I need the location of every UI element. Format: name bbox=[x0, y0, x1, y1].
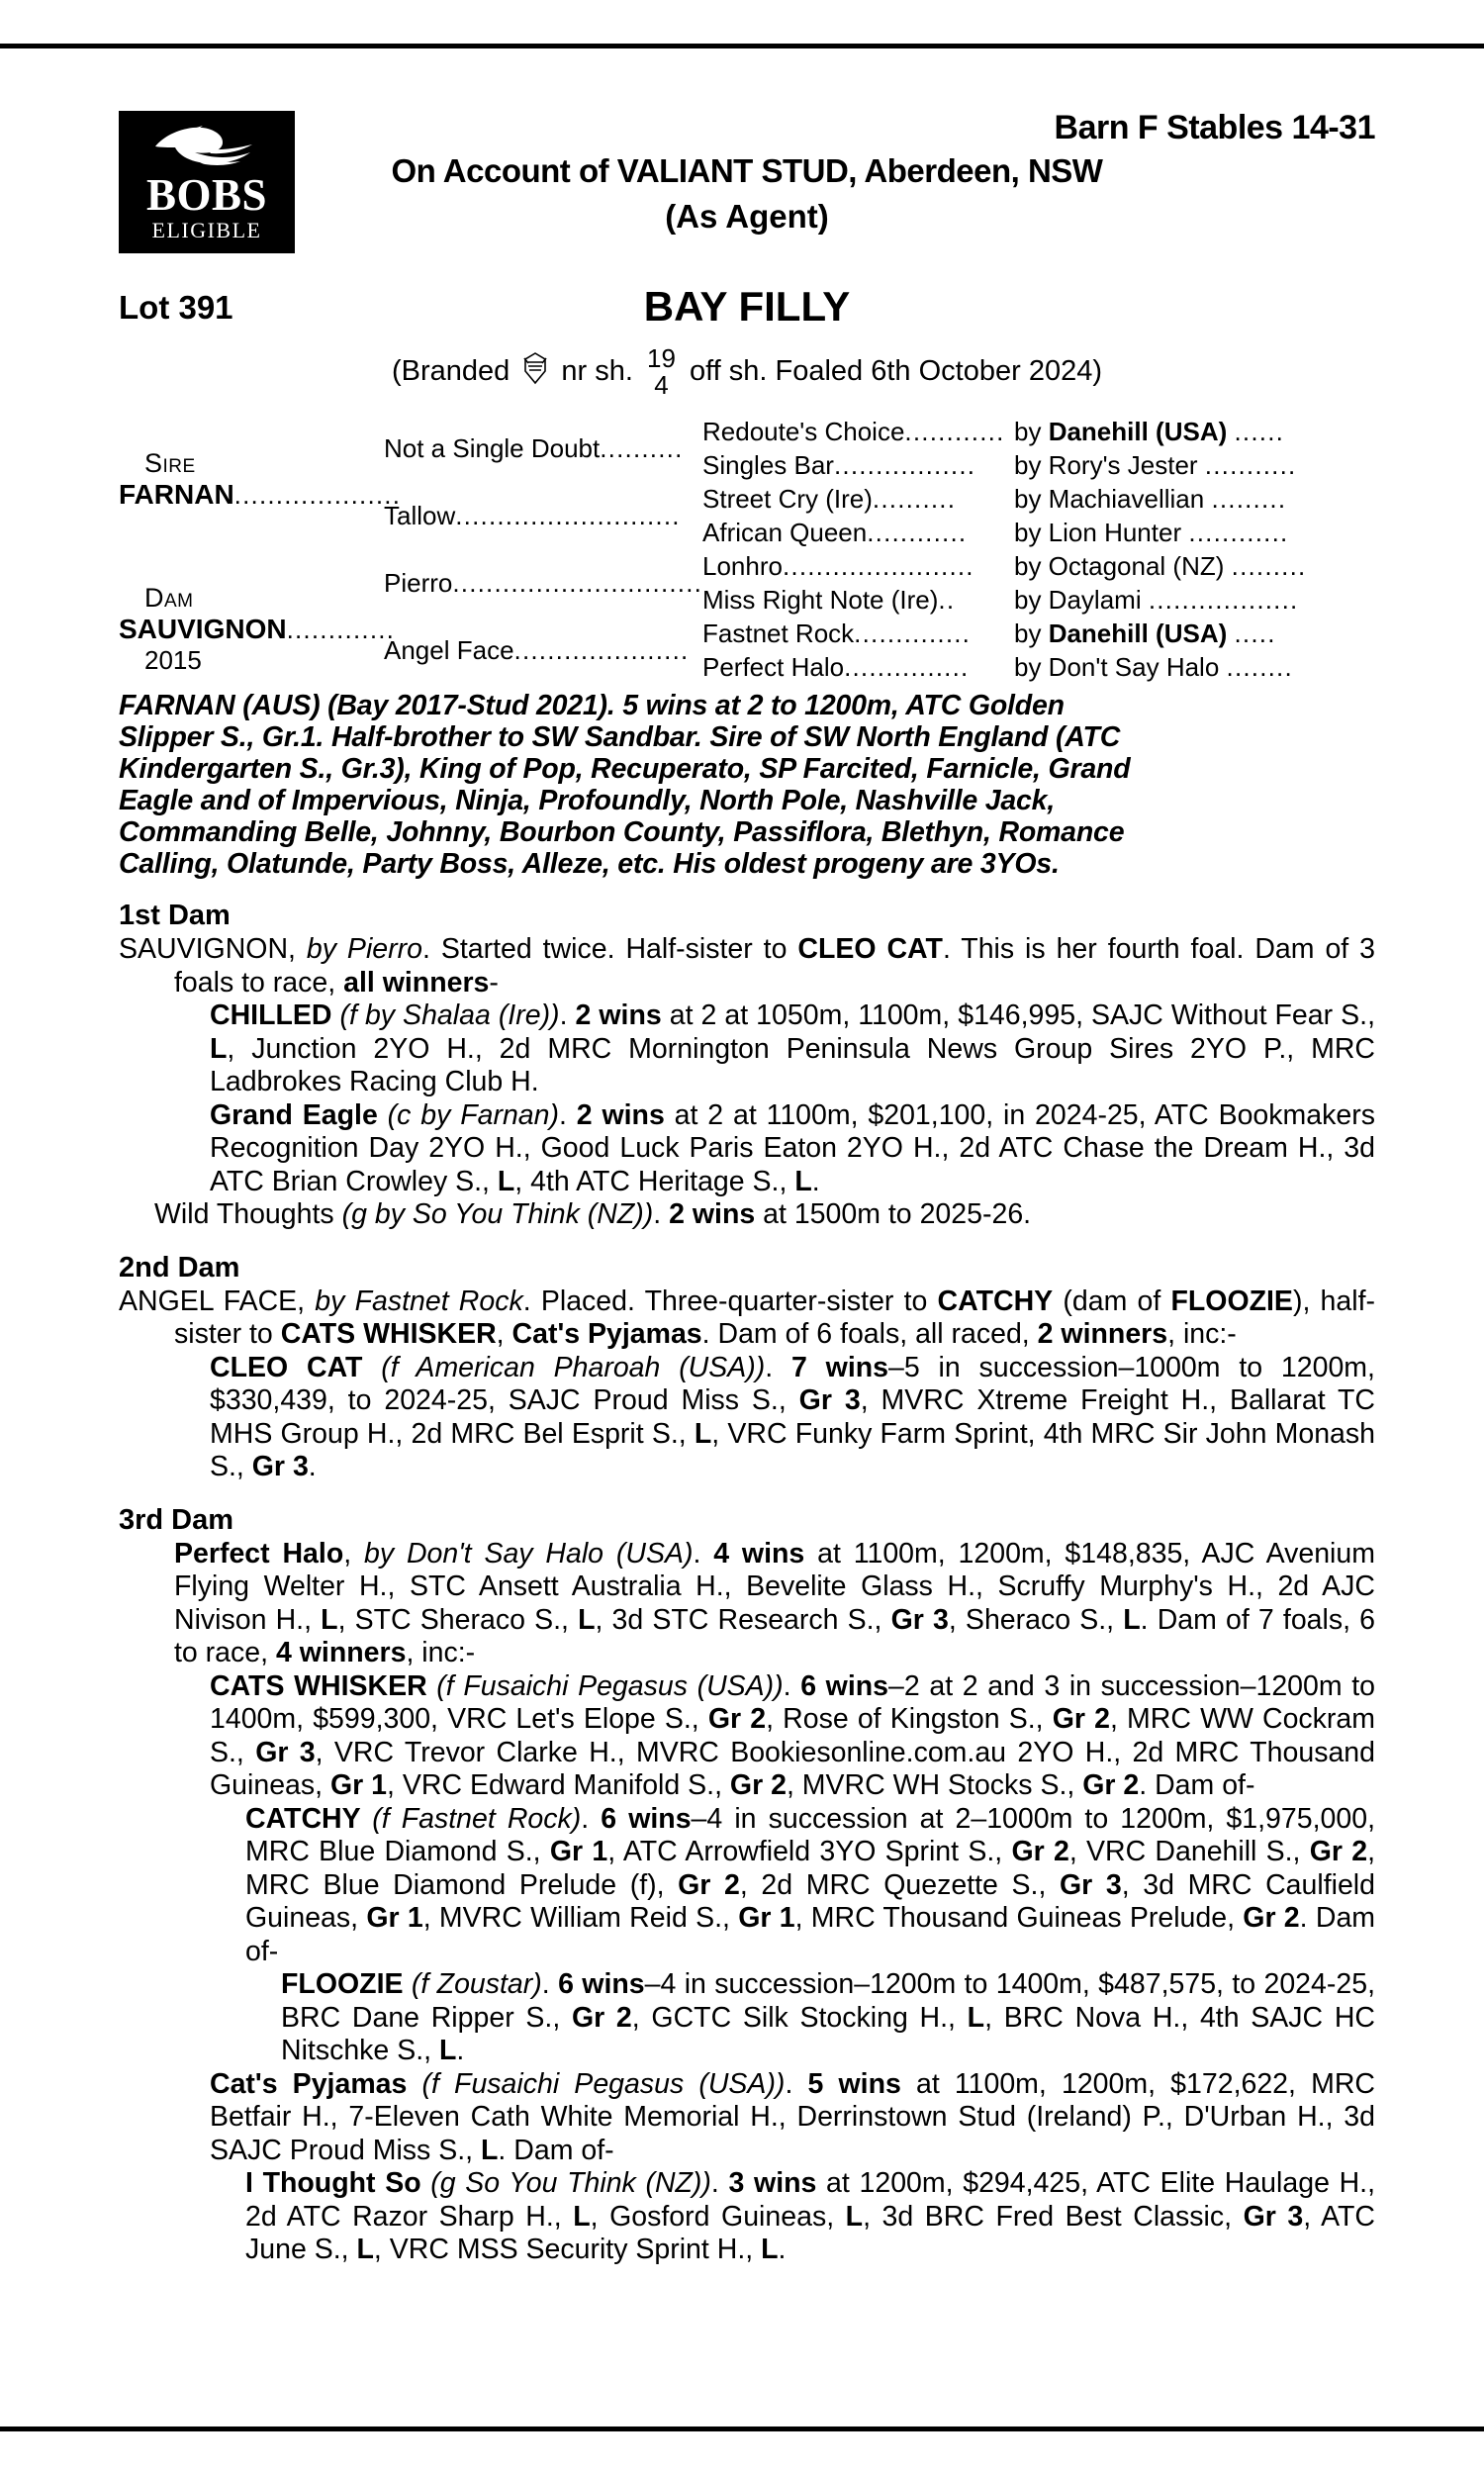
pedigree-gen2-name: Not a Single Doubt.......... bbox=[384, 433, 684, 464]
as-agent-note: (As Agent) bbox=[665, 198, 829, 235]
pedigree-entry: I Thought So (g So You Think (NZ)). 3 wins at 1200m, $294,425, ATC Elite Haulage H., 2d ATC Razor Sharp H., L, Gosford Guineas, L, 3d BRC Fred Best Classic, Gr 3, ATC June S., L, VRC MSS Security Sprint H., L. bbox=[245, 2167, 1375, 2266]
barn-location: Barn F Stables 14-31 bbox=[1054, 109, 1375, 146]
bobs-eligible-label: ELIGIBLE bbox=[151, 218, 262, 242]
pedigree-gen4-name: by Lion Hunter ............ bbox=[1014, 518, 1289, 548]
pedigree-entry: CHILLED (f by Shalaa (Ire)). 2 wins at 2 at 1050m, 1100m, $146,995, SAJC Without Fear S., L, Junction 2YO H., 2d MRC Mornington Peninsula News Group Sires 2YO P., MRC Ladbrokes Racing Club H. bbox=[210, 999, 1375, 1098]
dam-sections bbox=[119, 900, 1375, 2267]
dam-section-heading: 1st Dam bbox=[119, 900, 231, 932]
pedigree-entry: ANGEL FACE, by Fastnet Rock. Placed. Three-quarter-sister to CATCHY (dam of FLOOZIE), half-sister to CATS WHISKER, Cat's Pyjamas. Dam of 6 foals, all raced, 2 winners, inc:- bbox=[119, 1285, 1375, 1351]
dam-dots: ............. bbox=[286, 615, 396, 645]
sire-notes-line: Eagle and of Impervious, Ninja, Profoundly, North Pole, Nashville Jack, bbox=[119, 785, 1056, 817]
sire-notes-line: Slipper S., Gr.1. Half-brother to SW Sandbar. Sire of SW North England (ATC bbox=[119, 721, 1121, 754]
brand-number-fraction bbox=[647, 345, 676, 398]
page-top-rule bbox=[0, 44, 1484, 48]
pedigree-gen2-name: Angel Face..................... bbox=[384, 635, 690, 666]
sire-notes-line: Kindergarten S., Gr.3), King of Pop, Recuperato, SP Farcited, Farnicle, Grand bbox=[119, 753, 1131, 786]
pedigree-gen4-name: by Daylami .................. bbox=[1014, 585, 1299, 616]
page-title: BAY FILLY bbox=[643, 283, 851, 330]
pedigree-gen4-name: by Octagonal (NZ) ......... bbox=[1014, 551, 1307, 582]
pedigree-gen4-name: by Machiavellian ......... bbox=[1014, 484, 1287, 515]
pedigree-entry: SAUVIGNON, by Pierro. Started twice. Half-sister to CLEO CAT. This is her fourth foal. Dam of 3 foals to race, all winners- bbox=[119, 933, 1376, 999]
pedigree-gen3-name: African Queen............ bbox=[702, 518, 968, 548]
page-bottom-rule bbox=[0, 2426, 1484, 2431]
dam-section-heading: 3rd Dam bbox=[119, 1503, 234, 1536]
brand-glyph-icon bbox=[522, 351, 548, 393]
brand-nr-side: nr sh. bbox=[561, 355, 633, 388]
sire-label: Sire bbox=[144, 448, 196, 479]
pedigree-entry: CATCHY (f Fastnet Rock). 6 wins–4 in succession at 2–1000m to 1200m, $1,975,000, MRC Blue Diamond S., Gr 1, ATC Arrowfield 3YO Sprint S., Gr 2, VRC Danehill S., Gr 2, MRC Blue Diamond Prelude (f), Gr 2, 2d MRC Quezette S., Gr 3, 3d MRC Caulfield Guineas, Gr 1, MVRC William Reid S., Gr 1, MRC Thousand Guineas Prelude, Gr 2. Dam of- bbox=[245, 1802, 1376, 1967]
brand-suffix-text: off sh. Foaled 6th October 2024) bbox=[690, 355, 1103, 388]
lot-number: Lot 391 bbox=[119, 289, 233, 326]
pedigree-entry: Grand Eagle (c by Farnan). 2 wins at 2 at 1100m, $201,100, in 2024-25, ATC Bookmakers Recognition Day 2YO H., Good Luck Paris Eaton 2YO H., 2d ATC Chase the Dream H., 3d ATC Brian Crowley S., L, 4th ATC Heritage S., L. bbox=[210, 1098, 1375, 1197]
pedigree-gen3-name: Redoute's Choice............ bbox=[702, 417, 1005, 447]
bobs-wordmark: BOBS bbox=[145, 170, 268, 220]
sire-notes bbox=[119, 690, 1375, 880]
brand-number-bottom: 4 bbox=[654, 369, 669, 400]
dam-label: Dam bbox=[144, 583, 194, 614]
sire-notes-line: Calling, Olatunde, Party Boss, Alleze, etc. His oldest progeny are 3YOs. bbox=[119, 848, 1060, 881]
pedigree-gen2-name: Tallow........................... bbox=[384, 501, 681, 531]
header bbox=[119, 91, 1375, 289]
dam-section-heading: 2nd Dam bbox=[119, 1251, 240, 1284]
pedigree-gen4-name: by Don't Say Halo ........ bbox=[1014, 652, 1293, 683]
pedigree-entry: Wild Thoughts (g by So You Think (NZ)). 2 wins at 1500m to 2025-26. bbox=[154, 1198, 1032, 1231]
sire-name: FARNAN bbox=[119, 479, 234, 511]
sire-dots: .................... bbox=[233, 480, 402, 511]
dam-name: SAUVIGNON bbox=[119, 614, 287, 645]
pedigree-gen3-name: Singles Bar................. bbox=[702, 450, 976, 481]
brand-number-top: 19 bbox=[647, 343, 676, 373]
pedigree-table bbox=[119, 415, 1375, 684]
pedigree-gen3-name: Fastnet Rock.............. bbox=[702, 618, 972, 649]
pedigree-entry: Cat's Pyjamas (f Fusaichi Pegasus (USA)). 5 wins at 1100m, 1200m, $172,622, MRC Betfair H., 7-Eleven Cath White Memorial H., Derrinstown Stud (Ireland) P., D'Urban H., 3d SAJC Proud Miss S., L. Dam of- bbox=[210, 2067, 1375, 2166]
sire-notes-line: Commanding Belle, Johnny, Bourbon County, Passiflora, Blethyn, Romance bbox=[119, 816, 1125, 849]
pedigree-entry: Perfect Halo, by Don't Say Halo (USA). 4 wins at 1100m, 1200m, $148,835, AJC Avenium Flying Welter H., STC Ansett Australia H., Bevelite Glass H., Scruffy Murphy's H., 2d AJC Nivison H., L, STC Sheraco S., L, 3d STC Research S., Gr 3, Sheraco S., L. Dam of 7 foals, 6 to race, 4 winners, inc:- bbox=[174, 1537, 1376, 1669]
pedigree-gen4-name: by Danehill (USA) ...... bbox=[1014, 417, 1285, 447]
pedigree-gen4-name: by Danehill (USA) ..... bbox=[1014, 618, 1276, 649]
brand-prefix-text: (Branded bbox=[391, 355, 510, 388]
branding-line bbox=[119, 343, 1375, 400]
lot-title-row bbox=[119, 283, 1375, 346]
sire-notes-line: FARNAN (AUS) (Bay 2017-Stud 2021). 5 wins at 2 to 1200m, ATC Golden bbox=[119, 690, 1065, 722]
pedigree-gen3-name: Lonhro....................... bbox=[702, 551, 974, 582]
pedigree-gen3-name: Street Cry (Ire).......... bbox=[702, 484, 957, 515]
pedigree-entry: CATS WHISKER (f Fusaichi Pegasus (USA)). 6 wins–2 at 2 and 3 in succession–1200m to 1400m, $599,300, VRC Let's Elope S., Gr 2, Rose of Kingston S., Gr 2, MRC WW Cockram S., Gr 3, VRC Trevor Clarke H., MVRC Bookiesonline.com.au 2YO H., 2d MRC Thousand Guineas, Gr 1, VRC Edward Manifold S., Gr 2, MVRC WH Stocks S., Gr 2. Dam of- bbox=[210, 1669, 1376, 1802]
pedigree-entry: FLOOZIE (f Zoustar). 6 wins–4 in succession–1200m to 1400m, $487,575, to 2024-25, BRC Dane Ripper S., Gr 2, GCTC Silk Stocking H., L, BRC Nova H., 4th SAJC HC Nitschke S., L. bbox=[281, 1968, 1376, 2067]
pedigree-gen3-name: Miss Right Note (Ire).. bbox=[702, 585, 956, 616]
pedigree-gen2-name: Pierro.............................. bbox=[384, 568, 703, 599]
page-content bbox=[119, 91, 1375, 2267]
dam-year: 2015 bbox=[144, 645, 202, 676]
vendor-account: On Account of VALIANT STUD, Aberdeen, NSW bbox=[391, 152, 1103, 189]
pedigree-gen3-name: Perfect Halo............... bbox=[702, 652, 970, 683]
pedigree-gen4-name: by Rory's Jester ........... bbox=[1014, 450, 1297, 481]
pedigree-entry: CLEO CAT (f American Pharoah (USA)). 7 wins–5 in succession–1000m to 1200m, $330,439, to 2024-25, SAJC Proud Miss S., Gr 3, MVRC Xtreme Freight H., Ballarat TC MHS Group H., 2d MRC Bel Esprit S., L, VRC Funky Farm Sprint, 4th MRC Sir John Monash S., Gr 3. bbox=[210, 1351, 1375, 1483]
